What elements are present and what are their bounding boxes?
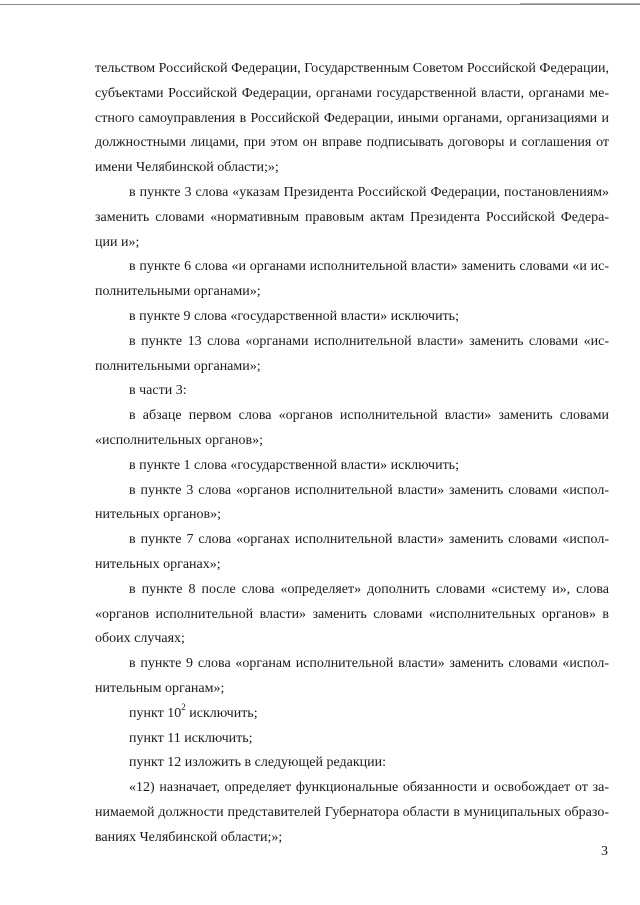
line-text: пункт 11 исключить; (129, 730, 253, 746)
line-text: стного самоуправления в Российской Федерации, иными органами, организациями и (95, 110, 609, 126)
text-line (95, 280, 609, 305)
text-line (95, 603, 609, 628)
line-text: пункт 10 (129, 705, 182, 721)
line-text: тельством Российской Федерации, Государственным Советом Российской Федерации, (95, 61, 609, 76)
line-text: в пункте 3 слова «органов исполнительной власти» заменить словами «испол- (129, 482, 609, 498)
line-text: заменить словами «нормативным правовым актам Президента Российской Федера- (95, 209, 609, 225)
line-text: в пункте 9 слова «органам исполнительной власти» заменить словами «испол- (129, 656, 609, 672)
line-text: в пункте 13 слова «органами исполнительной власти» заменить словами «ис- (129, 333, 609, 349)
text-line (95, 627, 609, 652)
line-text: нительным органам»; (95, 680, 225, 696)
text-line (95, 454, 609, 479)
line-text: в пункте 9 слова «государственной власти» исключить; (129, 308, 459, 324)
line-text: «исполнительных органов»; (95, 432, 264, 448)
line-text: ции и»; (95, 234, 140, 250)
text-line (95, 429, 609, 454)
text-line (95, 355, 609, 380)
text-line (95, 57, 609, 82)
text-line (95, 578, 609, 603)
scan-top-rule (0, 4, 640, 5)
text-line (95, 826, 609, 851)
line-text: в пункте 8 после слова «определяет» дополнить словами «систему и», слова (129, 581, 609, 597)
line-text: в пункте 3 слова «указам Президента Российской Федерации, постановлениям» (129, 184, 609, 200)
line-text: обоих случаях; (95, 631, 185, 647)
line-text: «органов исполнительной власти» заменить словами «исполнительных органов» в (95, 606, 609, 622)
text-line (95, 131, 609, 156)
line-text: в пункте 7 слова «органах исполнительной власти» заменить словами «испол- (129, 532, 609, 548)
text-line (95, 652, 609, 677)
line-text: должностными лицами, при этом он вправе подписывать договоры и соглашения от (95, 135, 609, 151)
line-text: полнительными органами»; (95, 358, 261, 374)
text-line (95, 231, 609, 256)
line-text: имени Челябинской области;»; (95, 160, 279, 176)
line-text: нительных органов»; (95, 507, 222, 523)
text-line (95, 503, 609, 528)
document-body (95, 57, 609, 851)
text-line (95, 801, 609, 826)
text-line (95, 206, 609, 231)
line-text: в пункте 1 слова «государственной власти» исключить; (129, 457, 459, 473)
line-text: нимаемой должности представителей Губернатора области в муниципальных образо- (95, 804, 609, 820)
text-line (95, 404, 609, 429)
text-line (95, 107, 609, 132)
page-number: 3 (601, 844, 608, 859)
text-line (95, 181, 609, 206)
line-text: в части 3: (129, 383, 187, 399)
line-text: ваниях Челябинской области;»; (95, 829, 283, 845)
line-text: субъектами Российской Федерации, органами государственной власти, органами ме- (95, 85, 609, 101)
text-line (95, 553, 609, 578)
line-text: «12) назначает, определяет функциональные обязанности и освобождает от за- (129, 780, 609, 796)
text-line (95, 727, 609, 752)
line-text: нительных органах»; (95, 556, 221, 572)
line-text: пункт 12 изложить в следующей редакции: (129, 755, 386, 771)
text-line (95, 156, 609, 181)
text-line (95, 82, 609, 107)
text-line (95, 305, 609, 330)
line-text: в абзаце первом слова «органов исполнительной власти» заменить словами (129, 408, 609, 424)
text-line (95, 255, 609, 280)
text-line (95, 702, 609, 727)
text-line (95, 379, 609, 404)
line-text: полнительными органами»; (95, 284, 261, 300)
superscript: 2 (181, 702, 186, 713)
line-tail: исключить; (185, 705, 258, 721)
text-line (95, 776, 609, 801)
text-line (95, 479, 609, 504)
text-line (95, 528, 609, 553)
line-text: в пункте 6 слова «и органами исполнительной власти» заменить словами «и ис- (129, 259, 609, 275)
text-line (95, 751, 609, 776)
text-line (95, 330, 609, 355)
text-line (95, 677, 609, 702)
